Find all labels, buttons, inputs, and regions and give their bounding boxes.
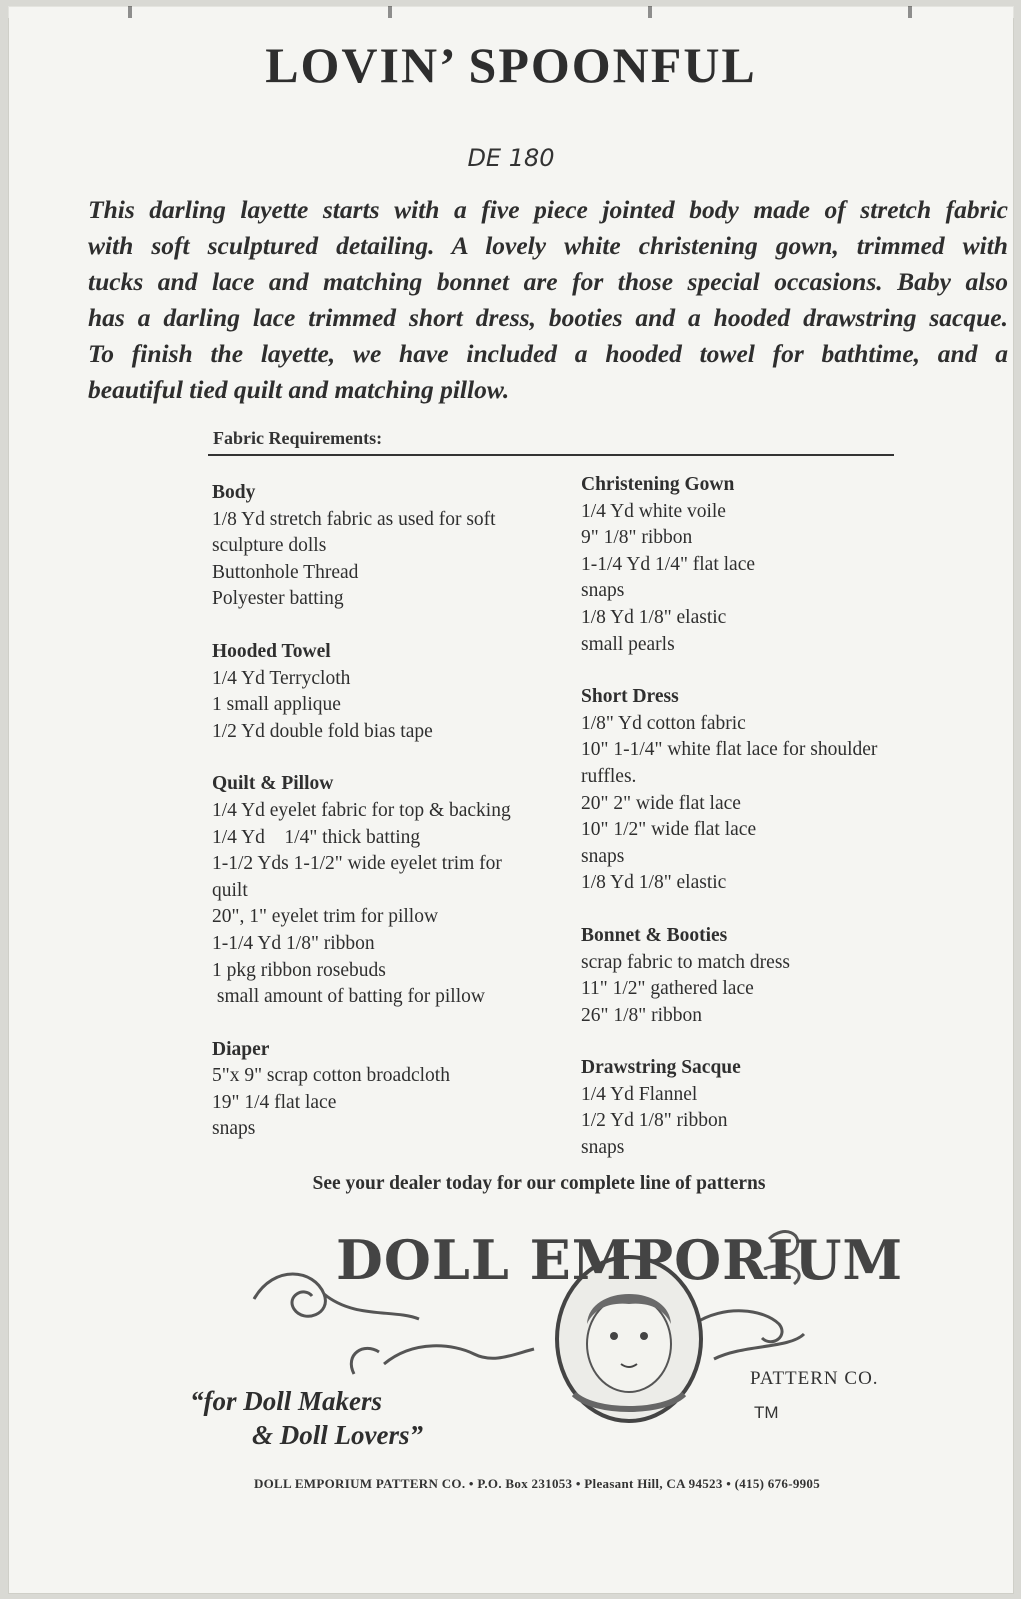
requirement-item: 26" 1/8" ribbon — [581, 1004, 702, 1026]
requirement-group — [581, 684, 951, 897]
requirement-item: 1/4 Yd Flannel — [581, 1083, 698, 1105]
requirement-item: 1/4 Yd 1/4" thick batting — [212, 826, 421, 848]
requirement-group-heading: Drawstring Sacque — [581, 1057, 741, 1079]
description-line: This darling layette starts with a five piece jointed body made of stretch fabric — [88, 195, 1008, 224]
requirement-item: snaps — [212, 1118, 256, 1140]
requirement-group — [212, 1037, 552, 1143]
right-requirements-column — [581, 472, 951, 1188]
requirement-item: 11" 1/2" gathered lace — [581, 978, 754, 1000]
requirement-item: 1-1/4 Yd 1/4" flat lace — [581, 553, 756, 575]
requirement-item: 19" 1/4 flat lace — [212, 1091, 337, 1113]
requirement-item: 1/2 Yd double fold bias tape — [212, 720, 433, 742]
requirement-item: small pearls — [581, 633, 675, 655]
requirement-item: 20", 1" eyelet trim for pillow — [212, 906, 439, 928]
requirement-item: 1-1/2 Yds 1-1/2" wide eyelet trim for — [212, 853, 502, 875]
requirement-item: quilt — [212, 879, 248, 901]
requirement-item: 10" 1/2" wide flat lace — [581, 819, 757, 841]
requirement-group — [212, 639, 552, 745]
requirement-item: 1 pkg ribbon rosebuds — [212, 959, 386, 981]
requirement-group-heading: Diaper — [212, 1038, 270, 1060]
pattern-co-label: PATTERN CO. — [750, 1368, 879, 1389]
fabric-requirements-heading: Fabric Requirements: — [213, 428, 383, 448]
description-line: To finish the layette, we have included a hooded towel for bathtime, and a — [88, 339, 1008, 368]
requirement-item: 1-1/4 Yd 1/8" ribbon — [212, 932, 375, 954]
requirement-item: sculpture dolls — [212, 535, 327, 557]
requirement-item: Buttonhole Thread — [212, 561, 359, 583]
trademark-mark: TM — [754, 1403, 779, 1422]
requirement-group-heading: Bonnet & Booties — [581, 924, 728, 946]
requirement-group — [581, 923, 951, 1029]
requirement-item: 9" 1/8" ribbon — [581, 527, 693, 549]
requirement-item: 10" 1-1/4" white flat lace for shoulder — [581, 739, 878, 761]
description-line: with soft sculptured detailing. A lovely white christening gown, trimmed with — [88, 231, 1008, 260]
dealer-call-to-action: See your dealer today for our complete line of patterns — [312, 1173, 766, 1194]
requirement-group — [581, 472, 951, 658]
requirement-item: ruffles. — [581, 765, 637, 787]
requirement-item: 20" 2" wide flat lace — [581, 792, 741, 814]
description — [88, 192, 1008, 408]
requirement-item: 1/8" Yd cotton fabric — [581, 712, 746, 734]
logo-wordmark: DOLL EMPORIUM — [336, 1228, 904, 1292]
requirement-group — [581, 1055, 951, 1161]
requirement-item: 1/4 Yd white voile — [581, 500, 726, 522]
requirement-item: 1/4 Yd eyelet fabric for top & backing — [212, 799, 511, 821]
requirement-group-heading: Hooded Towel — [212, 640, 331, 662]
tagline — [190, 1384, 423, 1452]
left-requirements-column — [212, 480, 552, 1169]
requirement-item: 1/2 Yd 1/8" ribbon — [581, 1110, 728, 1132]
requirement-item: 1/8 Yd 1/8" elastic — [581, 606, 727, 628]
requirement-item: snaps — [581, 845, 625, 867]
requirement-group — [212, 771, 552, 1010]
requirement-item: Polyester batting — [212, 588, 344, 610]
requirement-item: snaps — [581, 1137, 625, 1159]
heading-rule — [208, 454, 894, 456]
top-edge-strip — [8, 6, 1014, 18]
requirement-item: scrap fabric to match dress — [581, 951, 790, 973]
requirement-item: 1/8 Yd 1/8" elastic — [581, 872, 727, 894]
requirement-group-heading: Short Dress — [581, 686, 679, 708]
requirement-item: small amount of batting for pillow — [212, 986, 485, 1008]
requirement-item: 1 small applique — [212, 694, 341, 716]
tagline-line-1: “for Doll Makers — [190, 1386, 383, 1416]
requirement-item: 5"x 9" scrap cotton broadcloth — [212, 1065, 450, 1087]
pattern-code: DE 180 — [467, 144, 555, 172]
requirement-group-heading: Quilt & Pillow — [212, 773, 334, 795]
requirement-item: snaps — [581, 580, 625, 602]
pattern-back-sheet — [8, 6, 1014, 1594]
requirement-group-heading: Christening Gown — [581, 474, 735, 495]
page-title: LOVIN’ SPOONFUL — [265, 37, 757, 93]
description-line: tucks and lace and matching bonnet are for those special occasions. Baby also — [88, 267, 1008, 296]
requirement-group — [212, 480, 552, 613]
description-line: beautiful tied quilt and matching pillow. — [88, 375, 510, 404]
description-line: has a darling lace trimmed short dress, booties and a hooded drawstring sacque. — [88, 303, 1008, 332]
company-address-footer: DOLL EMPORIUM PATTERN CO. • P.O. Box 231053 • Pleasant Hill, CA 94523 • (415) 676-9905 — [253, 1476, 821, 1491]
requirement-item: 1/8 Yd stretch fabric as used for soft — [212, 508, 496, 530]
requirement-group-heading: Body — [212, 482, 256, 503]
requirement-item: 1/4 Yd Terrycloth — [212, 667, 351, 689]
tagline-line-2: & Doll Lovers” — [252, 1420, 423, 1450]
